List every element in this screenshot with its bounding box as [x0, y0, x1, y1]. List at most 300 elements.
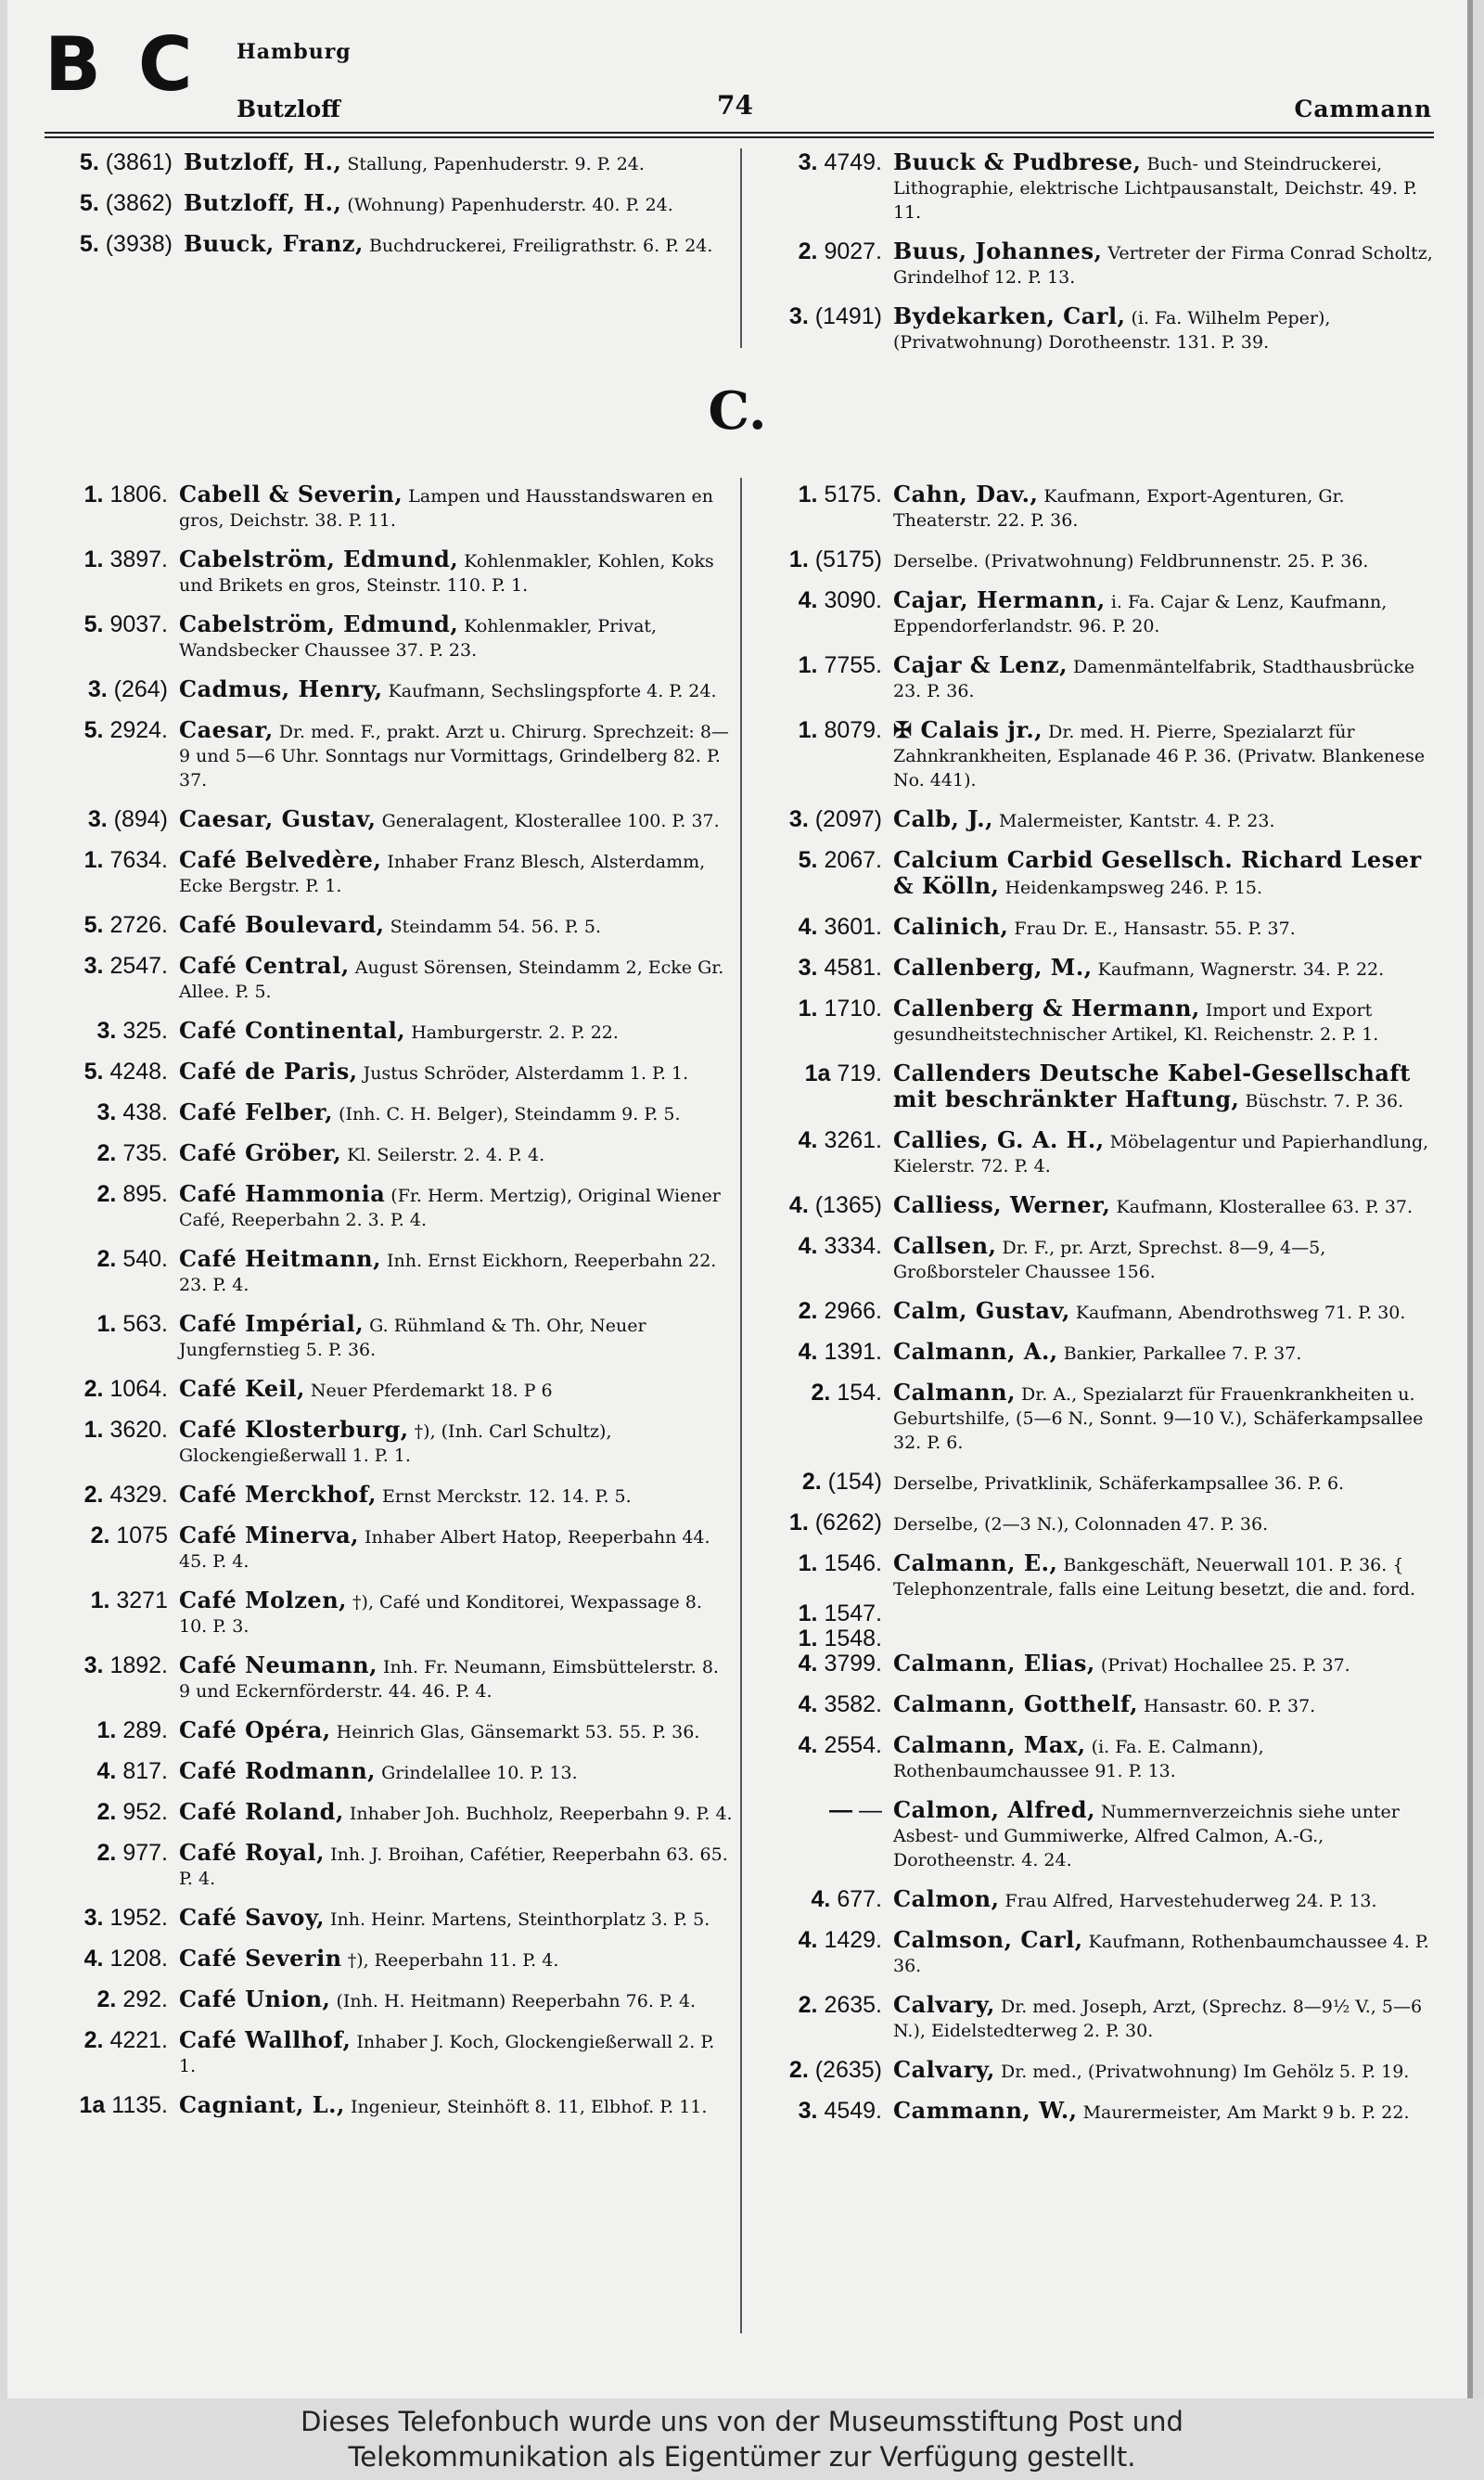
entry-text	[179, 1523, 736, 1574]
subscriber-name: Café Neumann,	[179, 1651, 377, 1678]
directory-entry	[759, 304, 1436, 354]
subscriber-details: Buch- und Steindruckerei, Lithographie, elektrische Lichtpausanstalt, Deichstr. 49. P. 11.	[893, 154, 1418, 223]
subscriber-details: (Fr. Herm. Mertzig), Original Wiener Café, Reeperbahn 2. 3. P. 4.	[179, 1186, 721, 1230]
number-value: —	[859, 1797, 882, 1823]
subscriber-name: Calm, Gustav,	[893, 1297, 1070, 1324]
directory-entry	[759, 1340, 1436, 1366]
directory-entry	[759, 1928, 1436, 1978]
subscriber-details: Möbelagentur und Papierhandlung, Kielerstr. 72. P. 4.	[893, 1132, 1429, 1176]
subscriber-details: Hamburgerstr. 2. P. 22.	[411, 1022, 619, 1043]
number-value: 1952.	[109, 1905, 168, 1931]
subscriber-name: Café Minerva,	[179, 1522, 359, 1548]
number-value: 7755.	[824, 652, 882, 678]
entry-text	[179, 1182, 736, 1232]
phone-number	[45, 2028, 179, 2078]
subscriber-name: Café Savoy,	[179, 1904, 325, 1931]
subscriber-name: Cajar, Hermann,	[893, 586, 1106, 613]
subscriber-name: Café Keil,	[179, 1375, 305, 1402]
subscriber-details: (i. Fa. E. Calmann), Rothenbaumchaussee 91. P. 13.	[893, 1737, 1264, 1781]
subscriber-name: Café Royal,	[179, 1839, 326, 1866]
exchange-prefix: 1.	[798, 652, 818, 678]
subscriber-name: Calmann, A.,	[893, 1338, 1058, 1365]
directory-entry	[759, 1798, 1436, 1872]
subscriber-name: Café Opéra,	[179, 1716, 331, 1743]
directory-entry	[759, 956, 1436, 982]
subscriber-name: Calmann, Gotthelf,	[893, 1690, 1138, 1717]
phone-number	[759, 482, 893, 533]
entry-text	[179, 913, 736, 939]
subscriber-name: Callenders Deutsche Kabel-Gesellschaft mit beschränkter Haftung,	[893, 1060, 1411, 1112]
number-value: 3799.	[824, 1651, 882, 1677]
entry-text	[179, 1718, 736, 1744]
number-value: 2067.	[824, 847, 882, 873]
directory-entry	[759, 996, 1436, 1047]
subscriber-name: Café Merckhof,	[179, 1481, 377, 1508]
subscriber-name: Café Heitmann,	[179, 1245, 381, 1272]
entry-text	[893, 1234, 1436, 1284]
phone-number	[45, 1247, 179, 1297]
phone-number	[45, 191, 184, 217]
directory-entry	[45, 954, 736, 1004]
subscriber-name: Calmon, Alfred,	[893, 1796, 1095, 1823]
phone-number	[759, 848, 893, 900]
phone-number	[45, 482, 179, 533]
directory-entry	[759, 1061, 1436, 1113]
right-column	[759, 482, 1436, 2139]
phone-number	[759, 1510, 893, 1536]
phone-number	[45, 2093, 179, 2119]
exchange-prefix: 4.	[798, 914, 818, 940]
left-column	[45, 482, 736, 2134]
number-value: 154.	[837, 1380, 882, 1406]
number-value: 4749.	[824, 149, 882, 175]
phone-number	[45, 913, 179, 939]
column-divider-top	[740, 148, 742, 348]
number-value: 2547.	[109, 953, 168, 979]
subscriber-name: Calcium Carbid Gesellsch. Richard Leser & Kölln,	[893, 846, 1422, 899]
subscriber-name: Café Central,	[179, 952, 350, 979]
phone-number	[759, 1993, 893, 2043]
top-right-column	[759, 150, 1436, 369]
subscriber-details: Neuer Pferdemarkt 18. P 6	[310, 1381, 553, 1401]
subscriber-name: Café Wallhof,	[179, 2026, 352, 2053]
directory-entry	[45, 1841, 736, 1891]
directory-entry	[45, 1523, 736, 1574]
subscriber-name: Café Belvedère,	[179, 846, 382, 873]
entry-text	[893, 1551, 1436, 1601]
directory-entry	[759, 1626, 1436, 1651]
directory-entry	[759, 1381, 1436, 1455]
phone-number	[759, 915, 893, 941]
number-value: 292.	[122, 1986, 168, 2012]
subscriber-details: Dr. A., Spezialarzt für Frauenkrankheiten u. Geburtshilfe, (5—6 N., Sonnt. 9—10 V.), Schäferkampsallee 32. P. 6.	[893, 1384, 1424, 1453]
directory-entry	[45, 191, 736, 217]
subscriber-details: Dr. med. H. Pierre, Spezialarzt für Zahnkrankheiten, Esplanade 46 P. 36. (Privatw. Blankenese No. 441).	[893, 722, 1426, 790]
number-value: 9027.	[824, 238, 882, 264]
phone-number	[759, 1470, 893, 1496]
subscriber-details: Vertreter der Firma Conrad Scholtz, Grindelhof 12. P. 13.	[893, 243, 1433, 288]
number-value: (3938)	[105, 231, 173, 257]
number-value: 3090.	[824, 587, 882, 613]
phone-number	[45, 954, 179, 1004]
entry-text	[893, 547, 1436, 573]
subscriber-name: Cammann, W.,	[893, 2097, 1078, 2124]
subscriber-name: Calmann, E.,	[893, 1549, 1058, 1576]
exchange-prefix: 2.	[96, 1840, 117, 1866]
subscriber-name: Buuck, Franz,	[184, 230, 364, 257]
number-value: 1710.	[824, 996, 882, 1022]
directory-entry	[759, 2099, 1436, 2125]
exchange-prefix: 5.	[79, 190, 99, 216]
number-value: 325.	[122, 1018, 168, 1044]
number-value: 1429.	[824, 1927, 882, 1953]
subscriber-details: Inh. Ernst Eickhorn, Reeperbahn 22. 23. P. 4.	[179, 1251, 717, 1295]
exchange-prefix: 1.	[798, 1550, 818, 1576]
directory-entry	[45, 150, 736, 176]
number-value: 3897.	[109, 546, 168, 572]
directory-entry	[45, 1418, 736, 1468]
phone-number	[759, 1651, 893, 1677]
exchange-prefix: 4.	[798, 1339, 818, 1365]
exchange-prefix: 3.	[798, 149, 818, 175]
phone-number	[759, 1128, 893, 1178]
subscriber-name: Café Molzen,	[179, 1587, 347, 1613]
entry-text	[179, 1418, 736, 1468]
footer-line-1: Dieses Telefonbuch wurde uns von der Museumsstiftung Post und	[301, 2406, 1183, 2437]
number-value: 719.	[837, 1060, 882, 1086]
exchange-prefix: 3.	[788, 806, 809, 832]
number-value: (894)	[113, 806, 168, 832]
exchange-prefix: 4.	[811, 1886, 831, 1912]
top-left-column	[45, 150, 736, 273]
phone-number	[45, 1800, 179, 1826]
number-value: 1547.	[824, 1600, 882, 1626]
entry-text	[893, 1733, 1436, 1783]
entry-text	[893, 653, 1436, 703]
subscriber-details: Derselbe, Privatklinik, Schäferkampsallee 36. P. 6.	[893, 1473, 1345, 1494]
exchange-prefix: 4.	[96, 1758, 117, 1784]
subscriber-details: Dr. F., pr. Arzt, Sprechst. 8—9, 4—5, Großborsteler Chaussee 156.	[893, 1238, 1326, 1282]
directory-entry	[759, 1510, 1436, 1536]
entry-text	[179, 2093, 736, 2119]
exchange-prefix: 5.	[79, 149, 99, 175]
column-divider	[740, 478, 742, 2333]
header-rule-double	[45, 136, 1434, 138]
phone-number	[759, 718, 893, 792]
subscriber-name: Café Impérial,	[179, 1310, 365, 1337]
directory-entry	[45, 1019, 736, 1045]
number-value: 952.	[122, 1799, 168, 1825]
exchange-prefix: 1.	[83, 1417, 104, 1443]
directory-entry	[45, 1947, 736, 1972]
number-value: 817.	[122, 1758, 168, 1784]
directory-entry	[759, 588, 1436, 638]
number-value: 1806.	[109, 482, 168, 508]
directory-entry	[759, 915, 1436, 941]
exchange-prefix: 2.	[96, 1246, 117, 1272]
phone-number	[45, 1483, 179, 1509]
entry-text	[893, 848, 1436, 900]
entry-text	[893, 2058, 1436, 2084]
entry-text	[179, 1906, 736, 1932]
number-value: 2924.	[109, 717, 168, 743]
exchange-prefix: 4.	[83, 1946, 104, 1972]
exchange-prefix: 4.	[798, 1927, 818, 1953]
page-number: 74	[717, 90, 753, 121]
subscriber-name: Butzloff, H.,	[184, 189, 342, 216]
subscriber-name: Café Roland,	[179, 1798, 344, 1825]
phone-number	[45, 547, 179, 598]
subscriber-name: Cahn, Dav.,	[893, 481, 1039, 508]
entry-text	[893, 807, 1436, 833]
directory-entry	[45, 612, 736, 662]
number-value: (3862)	[105, 190, 173, 216]
number-value: (264)	[113, 676, 168, 702]
phone-number	[45, 1060, 179, 1086]
entry-text	[179, 1653, 736, 1703]
entry-text	[179, 1947, 736, 1972]
directory-entry	[759, 1651, 1436, 1677]
subscriber-details: Inhaber J. Koch, Glockengießerwall 2. P. 1.	[179, 2032, 715, 2076]
exchange-prefix: 2.	[811, 1380, 831, 1406]
entry-text	[893, 1993, 1436, 2043]
subscriber-name: Cagniant, L.,	[179, 2091, 345, 2118]
phone-number	[759, 807, 893, 833]
exchange-prefix: 2.	[96, 1140, 117, 1166]
directory-entry	[759, 1470, 1436, 1496]
entry-text	[179, 612, 736, 662]
entry-text	[893, 150, 1436, 225]
number-value: (2097)	[814, 806, 882, 832]
exchange-prefix: 1.	[798, 1625, 818, 1651]
phone-number	[45, 1759, 179, 1785]
header-rule	[45, 132, 1434, 134]
number-value: (2635)	[814, 2057, 882, 2083]
entry-text	[179, 482, 736, 533]
exchange-prefix: 1.	[83, 482, 104, 508]
phone-number	[759, 1234, 893, 1284]
directory-entry	[45, 718, 736, 792]
directory-entry	[45, 1906, 736, 1932]
phone-number	[759, 1601, 893, 1626]
exchange-prefix: 1.	[83, 546, 104, 572]
subscriber-name: Cabelström, Edmund,	[179, 610, 459, 637]
exchange-prefix: 2.	[96, 1799, 117, 1825]
entry-text	[893, 996, 1436, 1047]
entry-text	[893, 956, 1436, 982]
exchange-prefix: 1.	[788, 1510, 809, 1536]
entry-text	[893, 1299, 1436, 1325]
directory-entry	[45, 1653, 736, 1703]
number-value: 7634.	[109, 847, 168, 873]
directory-page	[7, 0, 1473, 2398]
number-value: 2966.	[824, 1298, 882, 1324]
directory-entry	[759, 653, 1436, 703]
exchange-prefix: 1.	[798, 1600, 818, 1626]
entry-text	[893, 588, 1436, 638]
directory-entry	[45, 1759, 736, 1785]
phone-number	[759, 304, 893, 354]
entry-text	[179, 1019, 736, 1045]
number-value: 5175.	[824, 482, 882, 508]
number-value: 1064.	[109, 1376, 168, 1402]
subscriber-details: Frau Dr. E., Hansastr. 55. P. 37.	[1014, 919, 1296, 939]
entry-text	[893, 915, 1436, 941]
directory-entry	[759, 1551, 1436, 1601]
entry-text	[893, 304, 1436, 354]
entry-text	[179, 807, 736, 833]
phone-number	[759, 1626, 893, 1651]
entry-text	[893, 482, 1436, 533]
subscriber-details: Maurermeister, Am Markt 9 b. P. 22.	[1082, 2102, 1410, 2123]
entry-text	[893, 1626, 1436, 1651]
footer-line-2: Telekommunikation als Eigentümer zur Verfügung gestellt.	[348, 2441, 1136, 2473]
exchange-prefix: 5.	[83, 1059, 104, 1085]
exchange-prefix: 3.	[788, 303, 809, 329]
phone-number	[759, 1733, 893, 1783]
exchange-prefix: 2.	[798, 238, 818, 264]
subscriber-details: Inh. Heinr. Martens, Steinthorplatz 3. P. 5.	[330, 1909, 710, 1930]
number-value: (6262)	[814, 1510, 882, 1536]
phone-number	[45, 1947, 179, 1972]
phone-number	[759, 2099, 893, 2125]
exchange-prefix: 2.	[83, 2027, 104, 2053]
subscriber-details: Grindelallee 10. P. 13.	[381, 1763, 578, 1783]
entry-text	[893, 1692, 1436, 1718]
subscriber-details: Kaufmann, Klosterallee 63. P. 37.	[1116, 1197, 1414, 1217]
phone-number	[45, 1312, 179, 1362]
subscriber-details: (Privat) Hochallee 25. P. 37.	[1100, 1655, 1350, 1676]
phone-number	[759, 1299, 893, 1325]
subscriber-name: Calmson, Carl,	[893, 1926, 1083, 1953]
subscriber-details: Buchdruckerei, Freiligrathstr. 6. P. 24.	[368, 236, 713, 256]
phone-number	[759, 588, 893, 638]
directory-entry	[45, 2093, 736, 2119]
number-value: (154)	[827, 1469, 882, 1495]
subscriber-details: Hansastr. 60. P. 37.	[1144, 1696, 1316, 1716]
directory-entry	[45, 1800, 736, 1826]
subscriber-details: Kaufmann, Export-Agenturen, Gr. Theaterstr. 22. P. 36.	[893, 486, 1345, 531]
directory-entry	[759, 1692, 1436, 1718]
entry-text	[893, 1928, 1436, 1978]
phone-number	[759, 2058, 893, 2084]
phone-number	[45, 1841, 179, 1891]
directory-entry	[45, 2028, 736, 2078]
subscriber-details: †), Café und Konditorei, Wexpassage 8. 10. P. 3.	[179, 1592, 702, 1637]
entry-text	[893, 1340, 1436, 1366]
subscriber-details: Steindamm 54. 56. P. 5.	[390, 917, 601, 937]
number-value: 3334.	[824, 1233, 882, 1259]
phone-number	[759, 1551, 893, 1601]
directory-entry	[45, 547, 736, 598]
subscriber-details: i. Fa. Cajar & Lenz, Kaufmann, Eppendorferlandstr. 96. P. 20.	[893, 592, 1388, 636]
exchange-prefix: 2.	[83, 1376, 104, 1402]
exchange-prefix: 1.	[96, 1717, 117, 1743]
phone-number	[759, 150, 893, 225]
subscriber-name: Café Continental,	[179, 1017, 406, 1044]
phone-number	[45, 1906, 179, 1932]
exchange-prefix: —	[829, 1797, 853, 1823]
number-value: 1075	[116, 1523, 168, 1548]
subscriber-details: Derselbe, (2—3 N.), Colonnaden 47. P. 36.	[893, 1514, 1269, 1535]
directory-entry	[759, 848, 1436, 900]
exchange-prefix: 2.	[798, 1992, 818, 2018]
phone-number	[759, 239, 893, 289]
exchange-prefix: 2.	[96, 1986, 117, 2012]
exchange-prefix: 1.	[798, 482, 818, 508]
subscriber-name: Caesar, Gustav,	[179, 805, 377, 832]
directory-entry	[45, 1987, 736, 2013]
directory-entry	[759, 1993, 1436, 2043]
directory-entry	[759, 482, 1436, 533]
phone-number	[759, 996, 893, 1047]
subscriber-name: Calmann,	[893, 1379, 1016, 1406]
directory-entry	[45, 1718, 736, 1744]
number-value: 1391.	[824, 1339, 882, 1365]
subscriber-details: Ernst Merckstr. 12. 14. P. 5.	[381, 1486, 632, 1507]
subscriber-details: Heinrich Glas, Gänsemarkt 53. 55. P. 36.	[336, 1722, 700, 1742]
subscriber-details: Inh. Fr. Neumann, Eimsbüttelerstr. 8. 9 und Eckernförderstr. 44. 46. P. 4.	[179, 1657, 719, 1702]
exchange-prefix: 1.	[83, 847, 104, 873]
phone-number	[45, 1377, 179, 1403]
entry-text	[179, 1060, 736, 1086]
number-value: 8079.	[824, 717, 882, 743]
number-value: 3261.	[824, 1127, 882, 1153]
entry-text	[179, 2028, 736, 2078]
subscriber-details: G. Rühmland & Th. Ohr, Neuer Jungfernstieg 5. P. 36.	[179, 1316, 646, 1360]
phone-number	[45, 1418, 179, 1468]
phone-number	[45, 232, 184, 258]
subscriber-name: Calmon,	[893, 1885, 1000, 1912]
subscriber-details: Inhaber Franz Blesch, Alsterdamm, Ecke Bergstr. P. 1.	[179, 852, 706, 896]
exchange-prefix: 3.	[87, 806, 108, 832]
subscriber-details: Ingenieur, Steinhöft 8. 11, Elbhof. P. 11.	[350, 2097, 708, 2117]
number-value: 4581.	[824, 955, 882, 981]
exchange-prefix: 2.	[90, 1523, 110, 1548]
exchange-prefix: 4.	[798, 1233, 818, 1259]
phone-number	[45, 1653, 179, 1703]
subscriber-details: Generalagent, Klosterallee 100. P. 37.	[381, 811, 720, 831]
number-value: 1546.	[824, 1550, 882, 1576]
number-value: 3620.	[109, 1417, 168, 1443]
exchange-prefix: 2.	[801, 1469, 822, 1495]
number-value: 9037.	[109, 611, 168, 637]
number-value: 438.	[122, 1099, 168, 1125]
exchange-prefix: 3.	[798, 955, 818, 981]
entry-text	[179, 1141, 736, 1167]
directory-entry	[759, 1601, 1436, 1626]
number-value: 4248.	[109, 1059, 168, 1085]
number-value: 677.	[837, 1886, 882, 1912]
subscriber-details: Inhaber Joh. Buchholz, Reeperbahn 9. P. 4.	[349, 1804, 733, 1824]
exchange-prefix: 5.	[83, 717, 104, 743]
subscriber-details: Bankier, Parkallee 7. P. 37.	[1063, 1343, 1302, 1364]
subscriber-details: Kl. Seilerstr. 2. 4. P. 4.	[347, 1145, 545, 1165]
subscriber-details: Kaufmann, Wagnerstr. 34. P. 22.	[1097, 959, 1385, 980]
footer-notice	[0, 2398, 1484, 2480]
exchange-prefix: 1.	[798, 996, 818, 1022]
header-first-entry: Butzloff	[237, 96, 340, 122]
number-value: 977.	[122, 1840, 168, 1866]
directory-entry	[45, 482, 736, 533]
subscriber-name: Café Boulevard,	[179, 911, 385, 938]
directory-entry	[759, 1193, 1436, 1219]
directory-entry	[759, 547, 1436, 573]
phone-number	[759, 1928, 893, 1978]
phone-number	[45, 1019, 179, 1045]
entry-text	[179, 1377, 736, 1403]
header-letters: B C	[45, 21, 198, 108]
